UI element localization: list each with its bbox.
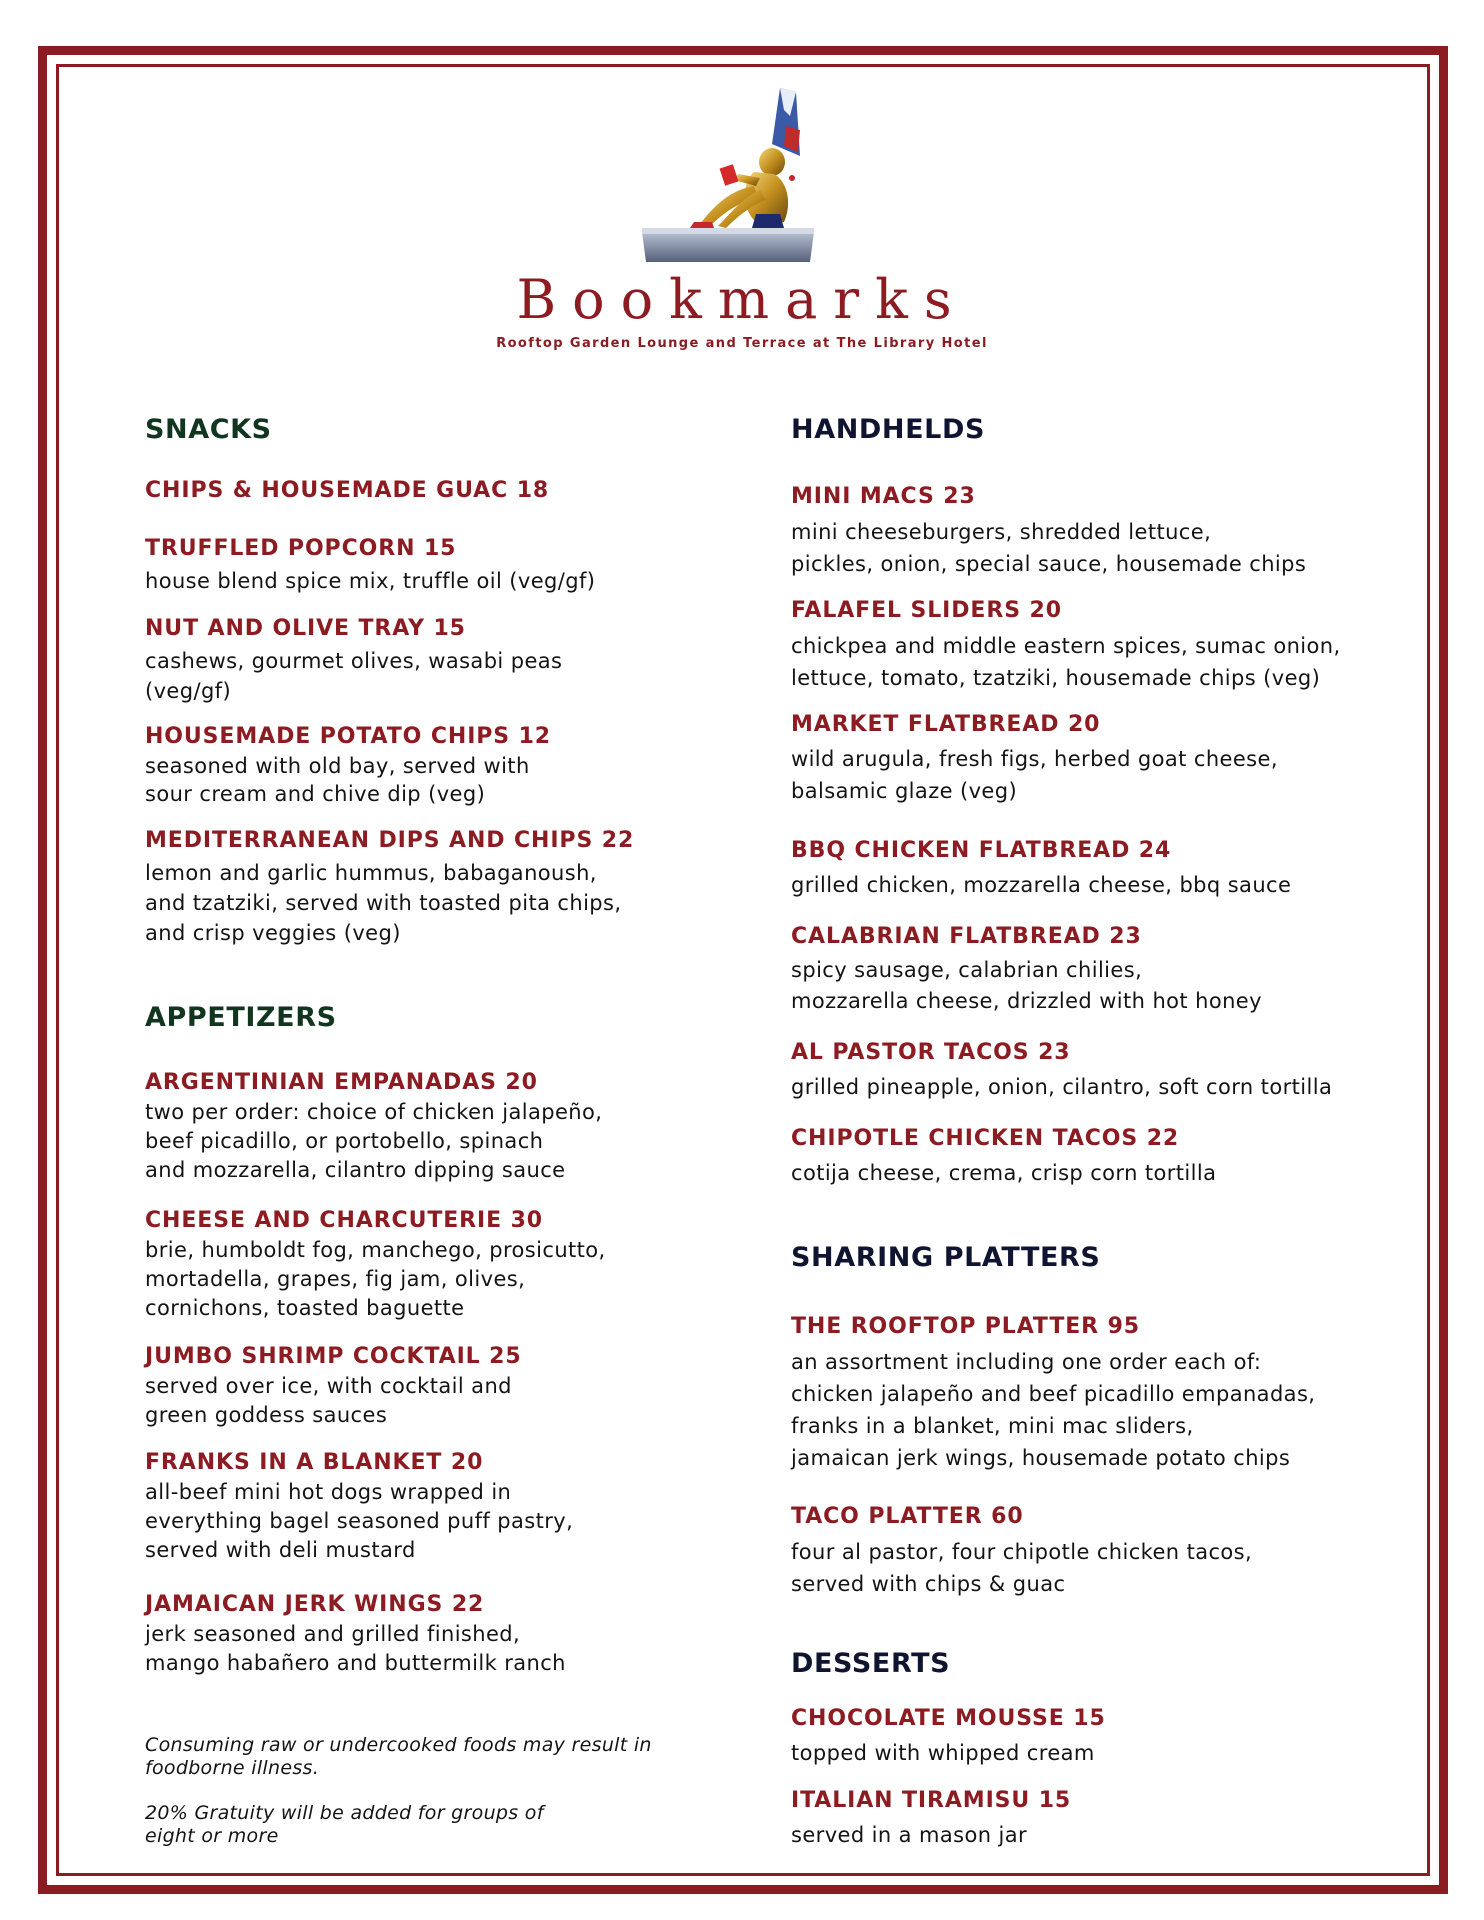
item-description: served in a mason jar xyxy=(791,1823,1028,1847)
item-description: mini cheeseburgers, shredded lettuce, pickles, onion, special sauce, housemade chips xyxy=(791,520,1307,576)
item-description: served over ice, with cocktail and green goddess sauces xyxy=(145,1374,512,1427)
item-description: jerk seasoned and grilled finished, mango habañero and buttermilk ranch xyxy=(145,1622,566,1675)
item-title: BBQ CHICKEN FLATBREAD 24 xyxy=(791,838,1172,863)
item-title: CHEESE AND CHARCUTERIE 30 xyxy=(145,1208,544,1233)
item-description: grilled pineapple, onion, cilantro, soft corn tortilla xyxy=(791,1075,1333,1099)
item-title: TRUFFLED POPCORN 15 xyxy=(145,536,457,561)
item-title: ARGENTINIAN EMPANADAS 20 xyxy=(145,1070,538,1095)
item-description: chickpea and middle eastern spices, sumac onion, lettuce, tomato, tzatziki, housemade chips (veg) xyxy=(791,634,1341,690)
item-description: seasoned with old bay, served with sour cream and chive dip (veg) xyxy=(145,754,530,806)
item-title: HOUSEMADE POTATO CHIPS 12 xyxy=(145,724,552,749)
item-description: brie, humboldt fog, manchego, prosicutto, mortadella, grapes, fig jam, olives, cornichons, toasted baguette xyxy=(145,1238,606,1320)
item-description: topped with whipped cream xyxy=(791,1741,1095,1765)
gratuity-notice: 20% Gratuity will be added for groups of eight or more xyxy=(145,1802,544,1847)
item-title: FRANKS IN A BLANKET 20 xyxy=(145,1450,484,1475)
item-title: FALAFEL SLIDERS 20 xyxy=(791,598,1062,623)
item-title: MINI MACS 23 xyxy=(791,484,976,509)
section-heading-appetizers: APPETIZERS xyxy=(145,1002,337,1033)
item-title: TACO PLATTER 60 xyxy=(791,1504,1024,1529)
item-description: wild arugula, fresh figs, herbed goat cheese, balsamic glaze (veg) xyxy=(791,747,1278,803)
item-title: CHOCOLATE MOUSSE 15 xyxy=(791,1706,1106,1731)
tagline: Rooftop Garden Lounge and Terrace at The Library Hotel xyxy=(496,336,988,351)
item-description: cashews, gourmet olives, wasabi peas (veg/gf) xyxy=(145,649,563,703)
brand-name: Bookmarks xyxy=(516,268,968,331)
item-description: spicy sausage, calabrian chilies, mozzarella cheese, drizzled with hot honey xyxy=(791,958,1262,1013)
sculpture-logo xyxy=(634,86,824,266)
item-title: CHIPOTLE CHICKEN TACOS 22 xyxy=(791,1126,1180,1151)
item-description: cotija cheese, crema, crisp corn tortilla xyxy=(791,1161,1217,1185)
item-description: grilled chicken, mozzarella cheese, bbq sauce xyxy=(791,873,1292,897)
item-title: AL PASTOR TACOS 23 xyxy=(791,1040,1071,1065)
item-description: house blend spice mix, truffle oil (veg/gf) xyxy=(145,569,596,593)
item-title: JUMBO SHRIMP COCKTAIL 25 xyxy=(145,1344,522,1369)
section-heading-snacks: SNACKS xyxy=(145,414,272,445)
raw-food-notice: Consuming raw or undercooked foods may result in foodborne illness. xyxy=(145,1734,652,1779)
item-title: MARKET FLATBREAD 20 xyxy=(791,712,1101,737)
item-title: JAMAICAN JERK WINGS 22 xyxy=(145,1592,485,1617)
item-title: NUT AND OLIVE TRAY 15 xyxy=(145,616,466,641)
item-title: MEDITERRANEAN DIPS AND CHIPS 22 xyxy=(145,828,635,853)
section-heading-platters: SHARING PLATTERS xyxy=(791,1242,1101,1273)
item-title: ITALIAN TIRAMISU 15 xyxy=(791,1788,1072,1813)
item-description: lemon and garlic hummus, babaganoush, and tzatziki, served with toasted pita chips, and crisp veggies (veg) xyxy=(145,861,622,945)
item-title: THE ROOFTOP PLATTER 95 xyxy=(791,1314,1140,1339)
item-description: four al pastor, four chipotle chicken tacos, served with chips & guac xyxy=(791,1540,1253,1596)
section-heading-handhelds: HANDHELDS xyxy=(791,414,986,445)
item-description: all-beef mini hot dogs wrapped in everything bagel seasoned puff pastry, served with deli mustard xyxy=(145,1480,574,1562)
item-description: two per order: choice of chicken jalapeño, beef picadillo, or portobello, spinach and mozzarella, cilantro dipping sauce xyxy=(145,1100,603,1182)
item-title: CALABRIAN FLATBREAD 23 xyxy=(791,924,1142,949)
item-title: CHIPS & HOUSEMADE GUAC 18 xyxy=(145,478,550,503)
item-description: an assortment including one order each of: chicken jalapeño and beef picadillo empanadas, franks in a blanket, mini mac sliders, jamaican jerk wings, housemade potato chips xyxy=(791,1350,1316,1470)
section-heading-desserts: DESSERTS xyxy=(791,1648,951,1679)
